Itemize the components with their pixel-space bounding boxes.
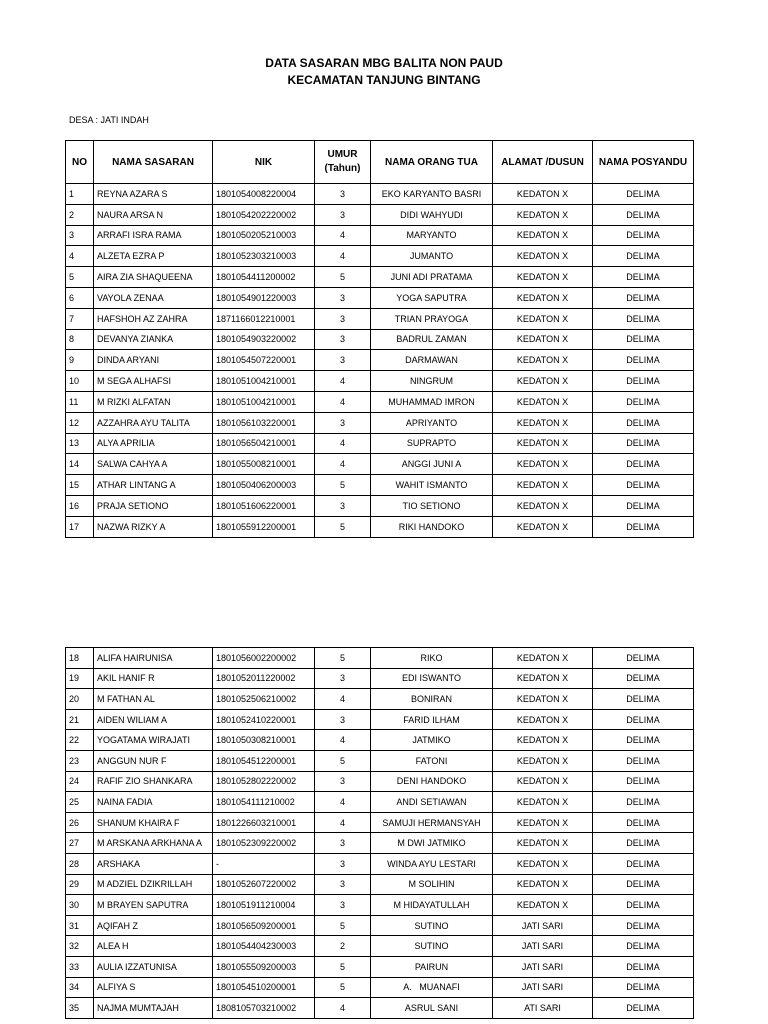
table-row (66, 895, 694, 916)
cell-nama-posyandu: DELIMA (593, 516, 694, 537)
cell-nik: 1801051004210001 (213, 391, 315, 412)
cell-nama-posyandu: DELIMA (593, 792, 694, 813)
cell-nama-posyandu: DELIMA (593, 709, 694, 730)
cell-umur: 4 (315, 730, 371, 751)
cell-nik: 1801052802220002 (213, 771, 315, 792)
cell-umur: 4 (315, 433, 371, 454)
header-nama-orang-tua: NAMA ORANG TUA (371, 141, 493, 184)
cell-nama-posyandu: DELIMA (593, 853, 694, 874)
cell-nama-sasaran: M RIZKI ALFATAN (94, 391, 213, 412)
cell-nik: 1801056002200002 (213, 648, 315, 669)
cell-umur: 3 (315, 308, 371, 329)
cell-alamat-dusun: KEDATON X (493, 895, 593, 916)
cell-umur: 3 (315, 412, 371, 433)
cell-alamat-dusun: KEDATON X (493, 730, 593, 751)
cell-nama-orang-tua: APRIYANTO (371, 412, 493, 433)
cell-nama-sasaran: VAYOLA ZENAA (94, 287, 213, 308)
cell-no: 35 (66, 998, 94, 1019)
cell-nama-posyandu: DELIMA (593, 329, 694, 350)
table-row (66, 936, 694, 957)
table-row (66, 495, 694, 516)
cell-umur: 5 (315, 956, 371, 977)
cell-nik: 1801050205210003 (213, 225, 315, 246)
table-header-row (66, 141, 694, 184)
cell-nama-posyandu: DELIMA (593, 874, 694, 895)
cell-nama-posyandu: DELIMA (593, 915, 694, 936)
cell-nama-orang-tua: WAHIT ISMANTO (371, 475, 493, 496)
table-row (66, 833, 694, 854)
table-row (66, 246, 694, 267)
table-row (66, 998, 694, 1019)
cell-umur: 3 (315, 204, 371, 225)
cell-umur: 4 (315, 454, 371, 475)
cell-umur: 3 (315, 853, 371, 874)
cell-nama-posyandu: DELIMA (593, 998, 694, 1019)
cell-nama-sasaran: ALZETA EZRA P (94, 246, 213, 267)
cell-nik: 1801055008210001 (213, 454, 315, 475)
table-row (66, 977, 694, 998)
cell-nama-orang-tua: BADRUL ZAMAN (371, 329, 493, 350)
cell-nik: 1801052011220002 (213, 668, 315, 689)
cell-nik: 1801054510200001 (213, 977, 315, 998)
cell-alamat-dusun: KEDATON X (493, 371, 593, 392)
cell-nik: 1801055912200001 (213, 516, 315, 537)
cell-nama-orang-tua: WINDA AYU LESTARI (371, 853, 493, 874)
cell-nama-posyandu: DELIMA (593, 287, 694, 308)
cell-alamat-dusun: KEDATON X (493, 454, 593, 475)
cell-no: 4 (66, 246, 94, 267)
cell-no: 15 (66, 475, 94, 496)
table-row (66, 287, 694, 308)
cell-no: 30 (66, 895, 94, 916)
cell-alamat-dusun: KEDATON X (493, 246, 593, 267)
table-row (66, 475, 694, 496)
cell-umur: 5 (315, 915, 371, 936)
table-row (66, 853, 694, 874)
cell-nama-sasaran: AQIFAH Z (94, 915, 213, 936)
cell-no: 34 (66, 977, 94, 998)
table-row (66, 329, 694, 350)
cell-nik: 1801226603210001 (213, 812, 315, 833)
cell-alamat-dusun: KEDATON X (493, 287, 593, 308)
cell-umur: 4 (315, 792, 371, 813)
cell-nama-orang-tua: M HIDAYATULLAH (371, 895, 493, 916)
cell-nama-orang-tua: ANDI SETIAWAN (371, 792, 493, 813)
cell-nama-orang-tua: TIO SETIONO (371, 495, 493, 516)
cell-nama-posyandu: DELIMA (593, 391, 694, 412)
cell-alamat-dusun: KEDATON X (493, 812, 593, 833)
cell-nik: 1801054512200001 (213, 750, 315, 771)
cell-alamat-dusun: KEDATON X (493, 329, 593, 350)
cell-nama-orang-tua: RIKO (371, 648, 493, 669)
cell-nik: 1801055509200003 (213, 956, 315, 977)
cell-nama-posyandu: DELIMA (593, 371, 694, 392)
cell-alamat-dusun: KEDATON X (493, 709, 593, 730)
table-row (66, 668, 694, 689)
cell-nama-posyandu: DELIMA (593, 833, 694, 854)
cell-no: 27 (66, 833, 94, 854)
cell-no: 19 (66, 668, 94, 689)
cell-nama-orang-tua: RIKI HANDOKO (371, 516, 493, 537)
cell-umur: 4 (315, 246, 371, 267)
cell-no: 9 (66, 350, 94, 371)
cell-nama-orang-tua: ANGGI JUNI A (371, 454, 493, 475)
cell-nama-sasaran: AKIL HANIF R (94, 668, 213, 689)
cell-nama-sasaran: NAURA ARSA N (94, 204, 213, 225)
cell-alamat-dusun: KEDATON X (493, 792, 593, 813)
header-nama-posyandu: NAMA POSYANDU (593, 141, 694, 184)
cell-nama-posyandu: DELIMA (593, 475, 694, 496)
cell-nama-sasaran: ANGGUN NUR F (94, 750, 213, 771)
cell-nik: 1801052506210002 (213, 689, 315, 710)
target-table-page-1 (65, 140, 694, 538)
cell-nama-sasaran: HAFSHOH AZ ZAHRA (94, 308, 213, 329)
cell-nama-orang-tua: DARMAWAN (371, 350, 493, 371)
cell-nama-sasaran: SHANUM KHAIRA F (94, 812, 213, 833)
table-body-page-1 (66, 184, 694, 538)
cell-nama-sasaran: REYNA AZARA S (94, 184, 213, 205)
cell-no: 11 (66, 391, 94, 412)
cell-nik: 1801054411200002 (213, 267, 315, 288)
table-row (66, 412, 694, 433)
header-alamat-dusun: ALAMAT /DUSUN (493, 141, 593, 184)
cell-nama-orang-tua: YOGA SAPUTRA (371, 287, 493, 308)
cell-no: 31 (66, 915, 94, 936)
cell-nama-sasaran: M BRAYEN SAPUTRA (94, 895, 213, 916)
cell-alamat-dusun: KEDATON X (493, 475, 593, 496)
cell-nama-orang-tua: A. MUANAFI (371, 977, 493, 998)
cell-nik: 1801054111210002 (213, 792, 315, 813)
cell-alamat-dusun: KEDATON X (493, 204, 593, 225)
cell-nama-posyandu: DELIMA (593, 956, 694, 977)
cell-nama-orang-tua: M DWI JATMIKO (371, 833, 493, 854)
cell-umur: 3 (315, 833, 371, 854)
cell-nama-orang-tua: JATMIKO (371, 730, 493, 751)
cell-nik: 1801054008220004 (213, 184, 315, 205)
cell-nama-posyandu: DELIMA (593, 689, 694, 710)
table-row (66, 709, 694, 730)
cell-alamat-dusun: KEDATON X (493, 516, 593, 537)
cell-alamat-dusun: KEDATON X (493, 391, 593, 412)
cell-nama-posyandu: DELIMA (593, 350, 694, 371)
cell-no: 28 (66, 853, 94, 874)
cell-nama-posyandu: DELIMA (593, 730, 694, 751)
cell-no: 8 (66, 329, 94, 350)
cell-umur: 5 (315, 516, 371, 537)
cell-alamat-dusun: KEDATON X (493, 689, 593, 710)
table-body-page-2 (66, 648, 694, 1019)
cell-nama-posyandu: DELIMA (593, 308, 694, 329)
table-row (66, 812, 694, 833)
cell-nama-sasaran: AZZAHRA AYU TALITA (94, 412, 213, 433)
cell-nama-orang-tua: PAIRUN (371, 956, 493, 977)
cell-umur: 3 (315, 668, 371, 689)
table-row (66, 771, 694, 792)
cell-nik: 1801052410220001 (213, 709, 315, 730)
cell-nama-posyandu: DELIMA (593, 246, 694, 267)
cell-umur: 4 (315, 812, 371, 833)
cell-nama-posyandu: DELIMA (593, 204, 694, 225)
cell-nama-posyandu: DELIMA (593, 267, 694, 288)
cell-no: 32 (66, 936, 94, 957)
cell-alamat-dusun: KEDATON X (493, 771, 593, 792)
cell-nama-sasaran: NAZWA RIZKY A (94, 516, 213, 537)
cell-alamat-dusun: KEDATON X (493, 308, 593, 329)
cell-no: 3 (66, 225, 94, 246)
cell-nama-orang-tua: TRIAN PRAYOGA (371, 308, 493, 329)
cell-umur: 2 (315, 936, 371, 957)
cell-nik: - (213, 853, 315, 874)
cell-umur: 5 (315, 267, 371, 288)
cell-nik: 1801054507220001 (213, 350, 315, 371)
cell-no: 22 (66, 730, 94, 751)
cell-no: 17 (66, 516, 94, 537)
cell-no: 10 (66, 371, 94, 392)
cell-nama-sasaran: ALEA H (94, 936, 213, 957)
cell-no: 6 (66, 287, 94, 308)
village-label: DESA : JATI INDAH (69, 115, 149, 125)
cell-nama-orang-tua: SAMUJI HERMANSYAH (371, 812, 493, 833)
cell-umur: 5 (315, 977, 371, 998)
cell-nik: 1801052607220002 (213, 874, 315, 895)
cell-alamat-dusun: JATI SARI (493, 956, 593, 977)
cell-umur: 3 (315, 709, 371, 730)
cell-alamat-dusun: KEDATON X (493, 267, 593, 288)
cell-alamat-dusun: JATI SARI (493, 977, 593, 998)
cell-umur: 4 (315, 371, 371, 392)
cell-no: 16 (66, 495, 94, 516)
cell-no: 20 (66, 689, 94, 710)
cell-alamat-dusun: KEDATON X (493, 495, 593, 516)
cell-no: 7 (66, 308, 94, 329)
cell-nama-sasaran: PRAJA SETIONO (94, 495, 213, 516)
cell-alamat-dusun: KEDATON X (493, 225, 593, 246)
cell-no: 18 (66, 648, 94, 669)
cell-nama-posyandu: DELIMA (593, 495, 694, 516)
table-row (66, 225, 694, 246)
cell-nama-posyandu: DELIMA (593, 977, 694, 998)
cell-nik: 1801054202220002 (213, 204, 315, 225)
cell-nama-orang-tua: NINGRUM (371, 371, 493, 392)
cell-nama-sasaran: M ARSKANA ARKHANA A (94, 833, 213, 854)
cell-nama-posyandu: DELIMA (593, 895, 694, 916)
cell-nama-orang-tua: MUHAMMAD IMRON (371, 391, 493, 412)
cell-no: 14 (66, 454, 94, 475)
cell-umur: 3 (315, 895, 371, 916)
cell-nama-sasaran: ALYA APRILIA (94, 433, 213, 454)
cell-alamat-dusun: KEDATON X (493, 668, 593, 689)
cell-nik: 1801050308210001 (213, 730, 315, 751)
cell-nama-sasaran: NAJMA MUMTAJAH (94, 998, 213, 1019)
cell-nama-posyandu: DELIMA (593, 936, 694, 957)
cell-nik: 1801052309220002 (213, 833, 315, 854)
cell-umur: 4 (315, 998, 371, 1019)
cell-no: 33 (66, 956, 94, 977)
document-subtitle: KECAMATAN TANJUNG BINTANG (287, 73, 481, 87)
cell-nama-posyandu: DELIMA (593, 668, 694, 689)
cell-no: 23 (66, 750, 94, 771)
cell-nama-orang-tua: EDI ISWANTO (371, 668, 493, 689)
header-umur (315, 141, 371, 184)
cell-nama-orang-tua: MARYANTO (371, 225, 493, 246)
table-row (66, 648, 694, 669)
cell-nama-orang-tua: BONIRAN (371, 689, 493, 710)
target-table-page-2 (65, 647, 694, 1019)
cell-nik: 1801054404230003 (213, 936, 315, 957)
table-row (66, 689, 694, 710)
cell-nama-sasaran: NAINA FADIA (94, 792, 213, 813)
cell-nama-sasaran: RAFIF ZIO SHANKARA (94, 771, 213, 792)
cell-alamat-dusun: JATI SARI (493, 915, 593, 936)
cell-nama-posyandu: DELIMA (593, 225, 694, 246)
table-row (66, 454, 694, 475)
cell-alamat-dusun: KEDATON X (493, 648, 593, 669)
cell-nik: 1801056509200001 (213, 915, 315, 936)
cell-umur: 3 (315, 495, 371, 516)
cell-nama-posyandu: DELIMA (593, 771, 694, 792)
cell-alamat-dusun: KEDATON X (493, 853, 593, 874)
cell-nama-orang-tua: SUTINO (371, 936, 493, 957)
cell-alamat-dusun: KEDATON X (493, 412, 593, 433)
cell-nama-posyandu: DELIMA (593, 433, 694, 454)
cell-nik: 1801051606220001 (213, 495, 315, 516)
cell-alamat-dusun: JATI SARI (493, 936, 593, 957)
cell-no: 29 (66, 874, 94, 895)
cell-nama-sasaran: ARRAFI ISRA RAMA (94, 225, 213, 246)
cell-nama-orang-tua: SUTINO (371, 915, 493, 936)
cell-alamat-dusun: KEDATON X (493, 350, 593, 371)
table-row (66, 267, 694, 288)
cell-nama-sasaran: AIRA ZIA SHAQUEENA (94, 267, 213, 288)
table-row (66, 956, 694, 977)
cell-nama-sasaran: M ADZIEL DZIKRILLAH (94, 874, 213, 895)
cell-no: 13 (66, 433, 94, 454)
table-row (66, 308, 694, 329)
table-row (66, 915, 694, 936)
header-umur-label: UMUR (Tahun) (324, 149, 361, 174)
table-row (66, 371, 694, 392)
cell-nama-orang-tua: EKO KARYANTO BASRI (371, 184, 493, 205)
cell-no: 12 (66, 412, 94, 433)
cell-umur: 3 (315, 874, 371, 895)
cell-nama-sasaran: YOGATAMA WIRAJATI (94, 730, 213, 751)
table-row (66, 792, 694, 813)
header-nik: NIK (213, 141, 315, 184)
cell-nik: 1801056103220001 (213, 412, 315, 433)
cell-umur: 4 (315, 689, 371, 710)
cell-umur: 3 (315, 329, 371, 350)
cell-nama-orang-tua: M SOLIHIN (371, 874, 493, 895)
cell-no: 21 (66, 709, 94, 730)
cell-nik: 1801054901220003 (213, 287, 315, 308)
document-title: DATA SASARAN MBG BALITA NON PAUD (265, 56, 503, 70)
cell-nama-sasaran: ALFIYA S (94, 977, 213, 998)
cell-nama-orang-tua: JUNI ADI PRATAMA (371, 267, 493, 288)
cell-nik: 1871166012210001 (213, 308, 315, 329)
cell-nama-posyandu: DELIMA (593, 812, 694, 833)
cell-nik: 1801056504210001 (213, 433, 315, 454)
cell-nama-posyandu: DELIMA (593, 412, 694, 433)
cell-nik: 1801052303210003 (213, 246, 315, 267)
cell-alamat-dusun: KEDATON X (493, 184, 593, 205)
cell-umur: 5 (315, 648, 371, 669)
cell-umur: 3 (315, 184, 371, 205)
cell-alamat-dusun: KEDATON X (493, 874, 593, 895)
cell-nama-orang-tua: JUMANTO (371, 246, 493, 267)
cell-nik: 1808105703210002 (213, 998, 315, 1019)
header-no: NO (66, 141, 94, 184)
cell-no: 2 (66, 204, 94, 225)
cell-nama-sasaran: M SEGA ALHAFSI (94, 371, 213, 392)
header-nama-sasaran: NAMA SASARAN (94, 141, 213, 184)
cell-nama-sasaran: ALIFA HAIRUNISA (94, 648, 213, 669)
cell-nama-orang-tua: SUPRAPTO (371, 433, 493, 454)
table-row (66, 730, 694, 751)
cell-nama-posyandu: DELIMA (593, 648, 694, 669)
cell-nama-orang-tua: FARID ILHAM (371, 709, 493, 730)
cell-nik: 1801054903220002 (213, 329, 315, 350)
cell-umur: 5 (315, 750, 371, 771)
table-row (66, 184, 694, 205)
cell-nama-orang-tua: ASRUL SANI (371, 998, 493, 1019)
cell-nama-sasaran: ARSHAKA (94, 853, 213, 874)
cell-nik: 1801051004210001 (213, 371, 315, 392)
table-row (66, 433, 694, 454)
cell-nik: 1801051911210004 (213, 895, 315, 916)
table-row (66, 874, 694, 895)
cell-umur: 3 (315, 771, 371, 792)
cell-nama-sasaran: M FATHAN AL (94, 689, 213, 710)
cell-umur: 4 (315, 225, 371, 246)
cell-no: 1 (66, 184, 94, 205)
cell-umur: 4 (315, 391, 371, 412)
cell-no: 5 (66, 267, 94, 288)
table-row (66, 350, 694, 371)
cell-nama-posyandu: DELIMA (593, 454, 694, 475)
cell-umur: 3 (315, 287, 371, 308)
cell-alamat-dusun: KEDATON X (493, 750, 593, 771)
cell-nama-posyandu: DELIMA (593, 750, 694, 771)
cell-nama-orang-tua: FATONI (371, 750, 493, 771)
cell-no: 26 (66, 812, 94, 833)
cell-nama-sasaran: SALWA CAHYA A (94, 454, 213, 475)
cell-nama-sasaran: DEVANYA ZIANKA (94, 329, 213, 350)
cell-nik: 1801050406200003 (213, 475, 315, 496)
cell-alamat-dusun: KEDATON X (493, 833, 593, 854)
table-row (66, 750, 694, 771)
cell-nama-orang-tua: DENI HANDOKO (371, 771, 493, 792)
table-row (66, 516, 694, 537)
cell-nama-sasaran: AIDEN WILIAM A (94, 709, 213, 730)
table-row (66, 391, 694, 412)
cell-umur: 3 (315, 350, 371, 371)
cell-nama-posyandu: DELIMA (593, 184, 694, 205)
cell-umur: 5 (315, 475, 371, 496)
cell-alamat-dusun: ATI SARI (493, 998, 593, 1019)
cell-alamat-dusun: KEDATON X (493, 433, 593, 454)
cell-no: 25 (66, 792, 94, 813)
cell-no: 24 (66, 771, 94, 792)
cell-nama-sasaran: DINDA ARYANI (94, 350, 213, 371)
table-row (66, 204, 694, 225)
cell-nama-sasaran: ATHAR LINTANG A (94, 475, 213, 496)
cell-nama-orang-tua: DIDI WAHYUDI (371, 204, 493, 225)
cell-nama-sasaran: AULIA IZZATUNISA (94, 956, 213, 977)
